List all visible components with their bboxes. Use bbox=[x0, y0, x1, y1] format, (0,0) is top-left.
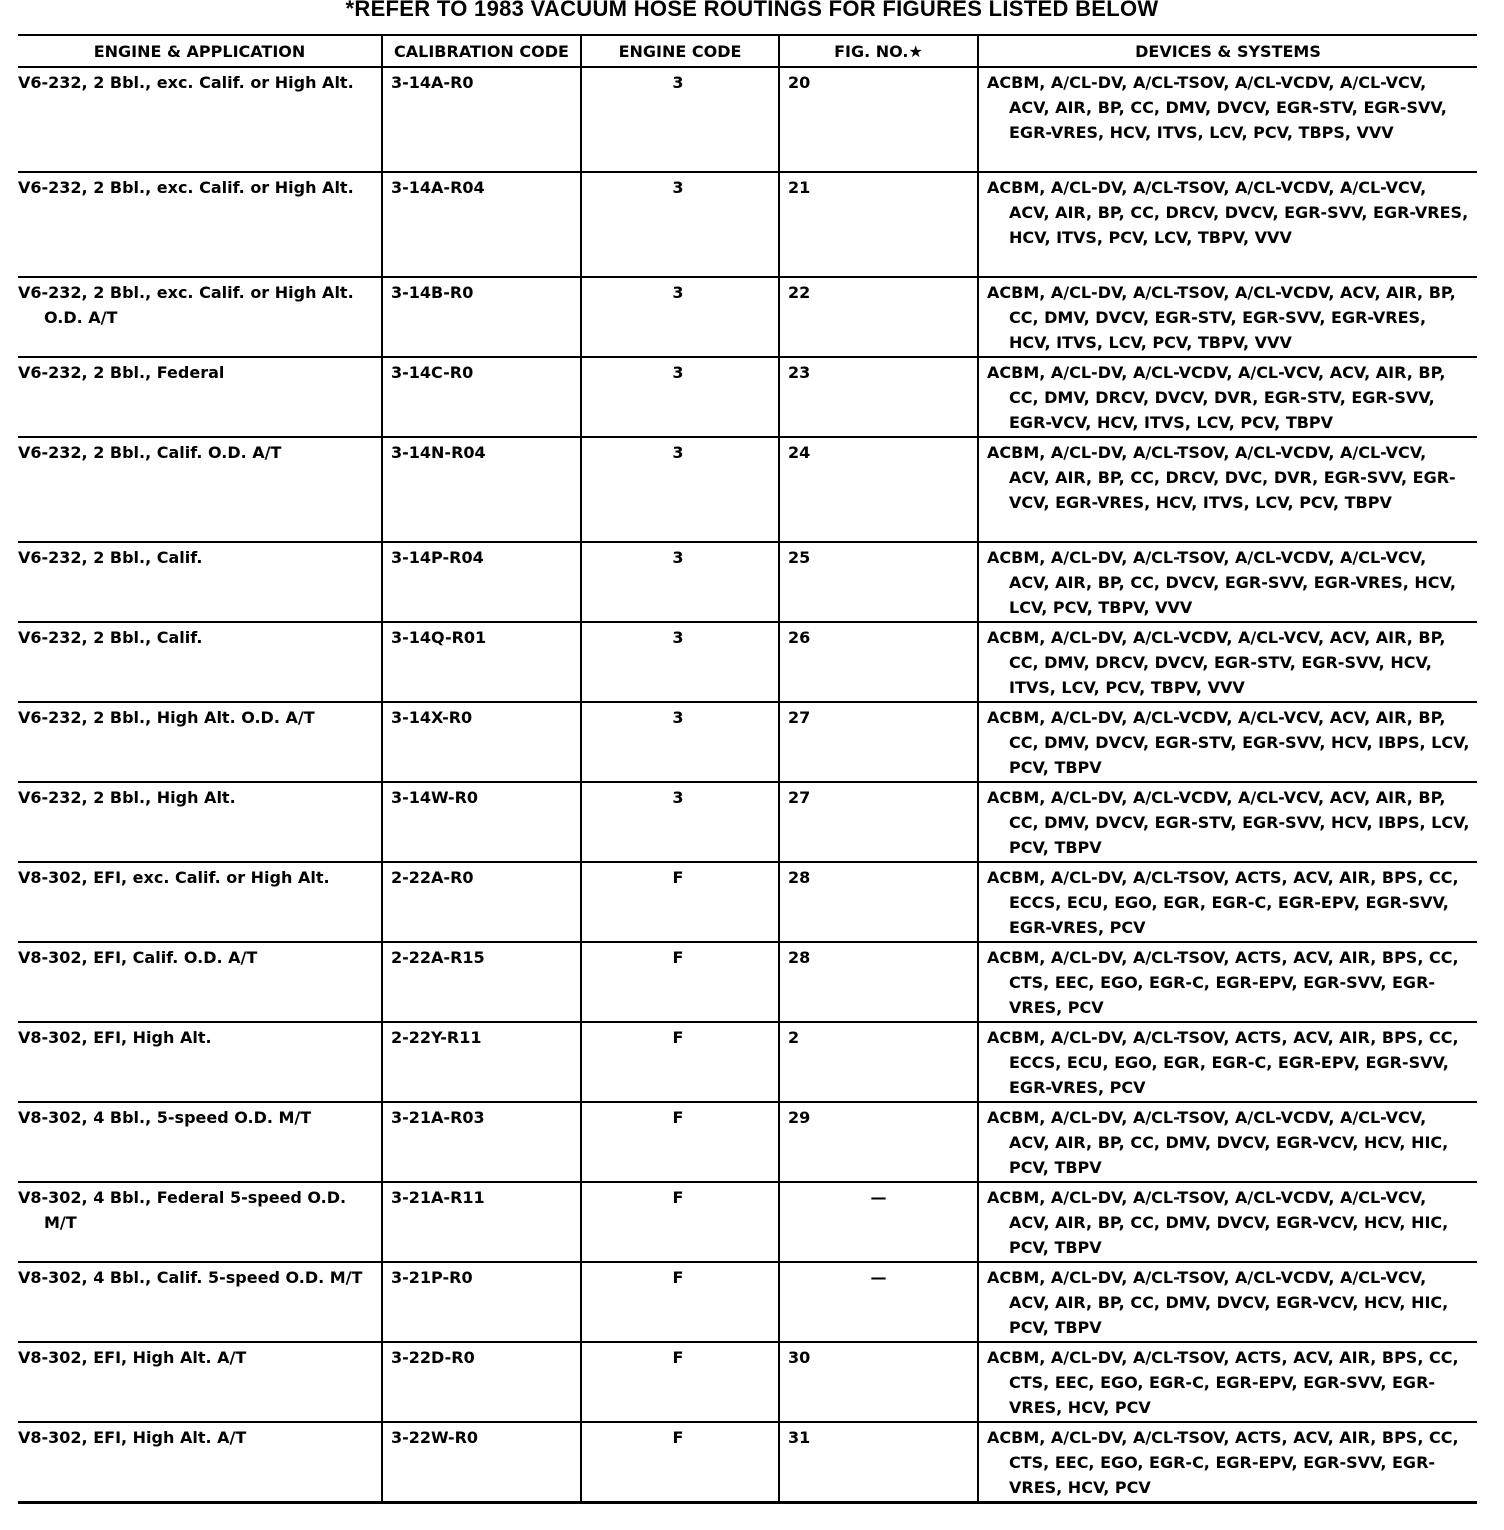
table-row bbox=[18, 862, 1477, 942]
devices-systems-cell: ACBM, A/CL-DV, A/CL-TSOV, ACTS, ACV, AIR, BPS, CC, ECCS, ECU, EGO, EGR, EGR-C, EGR-EPV, EGR-SVV, EGR-VRES, PCV bbox=[978, 1022, 1477, 1102]
page-title: *REFER TO 1983 VACUUM HOSE ROUTINGS FOR FIGURES LISTED BELOW bbox=[345, 0, 1159, 21]
fig-no-cell: — bbox=[779, 1182, 978, 1262]
devices-systems-cell: ACBM, A/CL-DV, A/CL-TSOV, A/CL-VCDV, A/CL-VCV, ACV, AIR, BP, CC, DMV, DVCV, EGR-STV, EGR-SVV, EGR-VRES, HCV, ITVS, LCV, PCV, TBPS, VVV bbox=[978, 67, 1477, 172]
table-row bbox=[18, 1422, 1477, 1503]
devices-systems-cell: ACBM, A/CL-DV, A/CL-VCDV, A/CL-VCV, ACV, AIR, BP, CC, DMV, DVCV, EGR-STV, EGR-SVV, HCV, IBPS, LCV, PCV, TBPV bbox=[978, 782, 1477, 862]
fig-no-cell: 29 bbox=[779, 1102, 978, 1182]
engine-code-cell: F bbox=[581, 1182, 779, 1262]
fig-no-cell: 31 bbox=[779, 1422, 978, 1503]
table-row bbox=[18, 1102, 1477, 1182]
engine-application-cell: V6-232, 2 Bbl., exc. Calif. or High Alt. O.D. A/T bbox=[18, 277, 382, 357]
calibration-code-cell: 3-21A-R03 bbox=[382, 1102, 581, 1182]
engine-code-cell: F bbox=[581, 1422, 779, 1503]
engine-code-cell: 3 bbox=[581, 277, 779, 357]
fig-no-cell: 24 bbox=[779, 437, 978, 542]
fig-no-cell: 30 bbox=[779, 1342, 978, 1422]
engine-application-cell: V8-302, EFI, High Alt. A/T bbox=[18, 1342, 382, 1422]
devices-systems-cell: ACBM, A/CL-DV, A/CL-TSOV, ACTS, ACV, AIR, BPS, CC, CTS, EEC, EGO, EGR-C, EGR-EPV, EGR-SVV, EGR-VRES, PCV bbox=[978, 942, 1477, 1022]
table-row bbox=[18, 622, 1477, 702]
engine-application-cell: V6-232, 2 Bbl., Calif. O.D. A/T bbox=[18, 437, 382, 542]
calibration-code-cell: 3-22D-R0 bbox=[382, 1342, 581, 1422]
table-row bbox=[18, 1182, 1477, 1262]
header-devices-systems: DEVICES & SYSTEMS bbox=[978, 35, 1477, 67]
fig-no-cell: 21 bbox=[779, 172, 978, 277]
table-row bbox=[18, 437, 1477, 542]
devices-systems-cell: ACBM, A/CL-DV, A/CL-VCDV, A/CL-VCV, ACV, AIR, BP, CC, DMV, DVCV, EGR-STV, EGR-SVV, HCV, IBPS, LCV, PCV, TBPV bbox=[978, 702, 1477, 782]
engine-application-cell: V6-232, 2 Bbl., Calif. bbox=[18, 622, 382, 702]
engine-application-cell: V6-232, 2 Bbl., Federal bbox=[18, 357, 382, 437]
engine-application-cell: V8-302, 4 Bbl., Federal 5-speed O.D. M/T bbox=[18, 1182, 382, 1262]
calibration-code-cell: 3-14N-R04 bbox=[382, 437, 581, 542]
spec-table bbox=[18, 34, 1477, 1504]
engine-application-cell: V8-302, EFI, Calif. O.D. A/T bbox=[18, 942, 382, 1022]
engine-code-cell: F bbox=[581, 862, 779, 942]
engine-code-cell: F bbox=[581, 1022, 779, 1102]
table-row bbox=[18, 357, 1477, 437]
engine-application-cell: V6-232, 2 Bbl., exc. Calif. or High Alt. bbox=[18, 172, 382, 277]
fig-no-cell: 23 bbox=[779, 357, 978, 437]
calibration-code-cell: 2-22A-R0 bbox=[382, 862, 581, 942]
devices-systems-cell: ACBM, A/CL-DV, A/CL-TSOV, ACTS, ACV, AIR, BPS, CC, CTS, EEC, EGO, EGR-C, EGR-EPV, EGR-SVV, EGR-VRES, HCV, PCV bbox=[978, 1422, 1477, 1503]
fig-no-cell: 27 bbox=[779, 782, 978, 862]
table-row bbox=[18, 942, 1477, 1022]
fig-no-cell: 27 bbox=[779, 702, 978, 782]
header-row bbox=[18, 35, 1477, 67]
engine-code-cell: F bbox=[581, 1342, 779, 1422]
engine-code-cell: F bbox=[581, 942, 779, 1022]
calibration-code-cell: 3-14Q-R01 bbox=[382, 622, 581, 702]
engine-application-cell: V6-232, 2 Bbl., High Alt. bbox=[18, 782, 382, 862]
table-row bbox=[18, 1342, 1477, 1422]
engine-code-cell: 3 bbox=[581, 67, 779, 172]
engine-code-cell: F bbox=[581, 1102, 779, 1182]
calibration-code-cell: 2-22A-R15 bbox=[382, 942, 581, 1022]
engine-code-cell: 3 bbox=[581, 702, 779, 782]
calibration-code-cell: 3-21P-R0 bbox=[382, 1262, 581, 1342]
fig-no-cell: 28 bbox=[779, 862, 978, 942]
fig-no-cell: — bbox=[779, 1262, 978, 1342]
fig-no-cell: 2 bbox=[779, 1022, 978, 1102]
header-engine-code: ENGINE CODE bbox=[581, 35, 779, 67]
table-row bbox=[18, 702, 1477, 782]
devices-systems-cell: ACBM, A/CL-DV, A/CL-TSOV, A/CL-VCDV, ACV, AIR, BP, CC, DMV, DVCV, EGR-STV, EGR-SVV, EGR-VRES, HCV, ITVS, LCV, PCV, TBPV, VVV bbox=[978, 277, 1477, 357]
calibration-code-cell: 3-14A-R0 bbox=[382, 67, 581, 172]
table-row bbox=[18, 542, 1477, 622]
fig-no-cell: 20 bbox=[779, 67, 978, 172]
table-row bbox=[18, 172, 1477, 277]
engine-application-cell: V8-302, 4 Bbl., Calif. 5-speed O.D. M/T bbox=[18, 1262, 382, 1342]
fig-no-cell: 28 bbox=[779, 942, 978, 1022]
engine-application-cell: V6-232, 2 Bbl., Calif. bbox=[18, 542, 382, 622]
devices-systems-cell: ACBM, A/CL-DV, A/CL-TSOV, A/CL-VCDV, A/CL-VCV, ACV, AIR, BP, CC, DVCV, EGR-SVV, EGR-VRES, HCV, LCV, PCV, TBPV, VVV bbox=[978, 542, 1477, 622]
table-row bbox=[18, 277, 1477, 357]
calibration-code-cell: 3-14A-R04 bbox=[382, 172, 581, 277]
engine-code-cell: 3 bbox=[581, 622, 779, 702]
devices-systems-cell: ACBM, A/CL-DV, A/CL-TSOV, A/CL-VCDV, A/CL-VCV, ACV, AIR, BP, CC, DMV, DVCV, EGR-VCV, HCV, HIC, PCV, TBPV bbox=[978, 1262, 1477, 1342]
calibration-code-cell: 3-22W-R0 bbox=[382, 1422, 581, 1503]
table-row bbox=[18, 1262, 1477, 1342]
fig-no-cell: 26 bbox=[779, 622, 978, 702]
calibration-code-cell: 3-14B-R0 bbox=[382, 277, 581, 357]
engine-application-cell: V6-232, 2 Bbl., exc. Calif. or High Alt. bbox=[18, 67, 382, 172]
devices-systems-cell: ACBM, A/CL-DV, A/CL-TSOV, A/CL-VCDV, A/CL-VCV, ACV, AIR, BP, CC, DRCV, DVCV, EGR-SVV, EGR-VRES, HCV, ITVS, PCV, LCV, TBPV, VVV bbox=[978, 172, 1477, 277]
engine-code-cell: 3 bbox=[581, 172, 779, 277]
header-calibration-code: CALIBRATION CODE bbox=[382, 35, 581, 67]
engine-application-cell: V8-302, EFI, exc. Calif. or High Alt. bbox=[18, 862, 382, 942]
table-row bbox=[18, 1022, 1477, 1102]
engine-application-cell: V8-302, EFI, High Alt. bbox=[18, 1022, 382, 1102]
fig-no-cell: 25 bbox=[779, 542, 978, 622]
header-engine-application: ENGINE & APPLICATION bbox=[18, 35, 382, 67]
devices-systems-cell: ACBM, A/CL-DV, A/CL-TSOV, A/CL-VCDV, A/CL-VCV, ACV, AIR, BP, CC, DMV, DVCV, EGR-VCV, HCV, HIC, PCV, TBPV bbox=[978, 1182, 1477, 1262]
engine-code-cell: F bbox=[581, 1262, 779, 1342]
table-row bbox=[18, 782, 1477, 862]
engine-application-cell: V8-302, EFI, High Alt. A/T bbox=[18, 1422, 382, 1503]
engine-application-cell: V8-302, 4 Bbl., 5-speed O.D. M/T bbox=[18, 1102, 382, 1182]
table-row bbox=[18, 67, 1477, 172]
devices-systems-cell: ACBM, A/CL-DV, A/CL-TSOV, A/CL-VCDV, A/CL-VCV, ACV, AIR, BP, CC, DMV, DVCV, EGR-VCV, HCV, HIC, PCV, TBPV bbox=[978, 1102, 1477, 1182]
calibration-code-cell: 3-14P-R04 bbox=[382, 542, 581, 622]
engine-code-cell: 3 bbox=[581, 782, 779, 862]
calibration-code-cell: 3-14C-R0 bbox=[382, 357, 581, 437]
engine-code-cell: 3 bbox=[581, 437, 779, 542]
devices-systems-cell: ACBM, A/CL-DV, A/CL-TSOV, ACTS, ACV, AIR, BPS, CC, CTS, EEC, EGO, EGR-C, EGR-EPV, EGR-SVV, EGR-VRES, HCV, PCV bbox=[978, 1342, 1477, 1422]
devices-systems-cell: ACBM, A/CL-DV, A/CL-VCDV, A/CL-VCV, ACV, AIR, BP, CC, DMV, DRCV, DVCV, EGR-STV, EGR-SVV, HCV, ITVS, LCV, PCV, TBPV, VVV bbox=[978, 622, 1477, 702]
calibration-code-cell: 2-22Y-R11 bbox=[382, 1022, 581, 1102]
engine-application-cell: V6-232, 2 Bbl., High Alt. O.D. A/T bbox=[18, 702, 382, 782]
header-fig-no: FIG. NO.★ bbox=[779, 35, 978, 67]
fig-no-cell: 22 bbox=[779, 277, 978, 357]
engine-code-cell: 3 bbox=[581, 542, 779, 622]
devices-systems-cell: ACBM, A/CL-DV, A/CL-TSOV, ACTS, ACV, AIR, BPS, CC, ECCS, ECU, EGO, EGR, EGR-C, EGR-EPV, EGR-SVV, EGR-VRES, PCV bbox=[978, 862, 1477, 942]
calibration-code-cell: 3-14W-R0 bbox=[382, 782, 581, 862]
calibration-code-cell: 3-14X-R0 bbox=[382, 702, 581, 782]
devices-systems-cell: ACBM, A/CL-DV, A/CL-VCDV, A/CL-VCV, ACV, AIR, BP, CC, DMV, DRCV, DVCV, DVR, EGR-STV, EGR-SVV, EGR-VCV, HCV, ITVS, LCV, PCV, TBPV bbox=[978, 357, 1477, 437]
devices-systems-cell: ACBM, A/CL-DV, A/CL-TSOV, A/CL-VCDV, A/CL-VCV, ACV, AIR, BP, CC, DRCV, DVC, DVR, EGR-SVV, EGR-VCV, EGR-VRES, HCV, ITVS, LCV, PCV, TBPV bbox=[978, 437, 1477, 542]
calibration-code-cell: 3-21A-R11 bbox=[382, 1182, 581, 1262]
engine-code-cell: 3 bbox=[581, 357, 779, 437]
